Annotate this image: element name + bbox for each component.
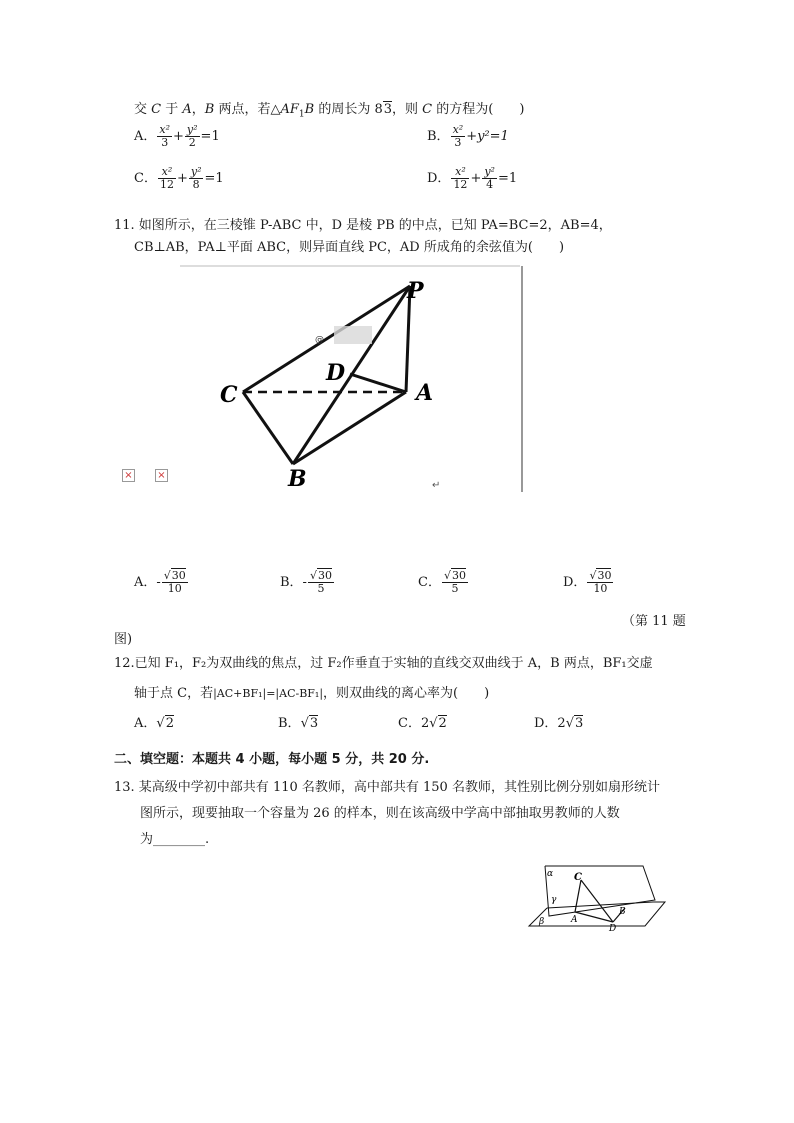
segment-ad: [575, 912, 613, 922]
label-beta: β: [539, 917, 545, 927]
section-2-title: 二、填空题：本题共 4 小题，每小题 5 分，共 20 分.: [114, 752, 430, 767]
edge-ab: [293, 392, 406, 464]
q12-line-2: 轴于点 C，若|AC+BF₁|=|AC-BF₁|，则双曲线的离心率为( ): [134, 686, 490, 701]
q12-option-d: D．2√3: [534, 716, 584, 731]
q13-line-2: 图所示，现要抽取一个容量为 26 的样本，则在该高级中学高中部抽取男教师的人数: [140, 806, 620, 821]
q13-figure: [525, 862, 670, 932]
watermark-blur: [334, 326, 372, 344]
label-gamma: γ: [551, 895, 557, 905]
label-c: C: [220, 382, 238, 408]
q10-option-a: A． $\frac{\text{x²}}{3}$ + $\frac{\text{y²}}{2}$ =1: [134, 123, 220, 149]
q12-option-c: C．2√2: [398, 716, 447, 731]
q11-caption-cont: 图): [114, 632, 133, 647]
q11-line-2: CB⊥AB，PA⊥平面 ABC，则异面直线 PC，AD 所成角的余弦值为( ): [134, 240, 565, 255]
q12-option-b: B．√3: [278, 716, 319, 731]
q12-option-a: A．√2: [134, 716, 174, 731]
label-d: D: [609, 924, 617, 932]
q10-option-b: B． $\frac{\text{x²}}{3}$ +y²=1: [427, 123, 509, 149]
edge-ad: [350, 374, 406, 392]
watermark-text: @: [315, 335, 324, 345]
plane-alpha: [545, 866, 655, 916]
q11-option-b: B．- $\frac{√30}{5}$: [280, 569, 332, 595]
plane-beta: [529, 902, 665, 926]
q10-stem: 交 C 于 A，B 两点，若$\triangle AF_1B$ 的周长为 83，则 C 的方程为( ): [134, 102, 525, 120]
label-alpha: α: [547, 869, 554, 879]
q11-option-a: A．- $\frac{√30}{10}$: [134, 569, 186, 595]
q11-line-1: 11. 如图所示，在三棱锥 P-ABC 中，D 是棱 PB 的中点，已知 PA=BC=2，AB=4，: [114, 218, 612, 233]
label-c: C: [574, 872, 582, 883]
label-d: D: [326, 360, 346, 386]
label-a: A: [416, 380, 434, 406]
label-b: B: [288, 466, 307, 492]
return-mark: ↵: [432, 480, 441, 491]
edge-cb: [243, 392, 293, 464]
label-p: P: [407, 278, 424, 304]
label-b: B: [619, 907, 626, 917]
q12-line-1: 12.已知 F₁，F₂为双曲线的焦点，过 F₂作垂直于实轴的直线交双曲线于 A，B 两点，BF₁交虚: [114, 656, 653, 671]
segment-ca: [575, 880, 581, 912]
q11-option-d: D． $\frac{√30}{10}$: [563, 569, 612, 595]
segment-cd: [581, 880, 613, 922]
q10-option-d: D． $\frac{\text{x²}}{12}$ + $\frac{\text{y²}}{4}$ =1: [427, 165, 518, 191]
q13-line-1: 13. 某高级中学初中部共有 110 名教师，高中部共有 150 名教师，其性别比例分别如扇形统计: [114, 780, 660, 795]
q11-option-c: C． $\frac{√30}{5}$: [418, 569, 466, 595]
broken-image-icon: ×: [155, 469, 168, 482]
q11-caption: （第 11 题: [622, 614, 686, 629]
broken-image-icon: ×: [122, 469, 135, 482]
q13-line-3: 为________.: [140, 832, 210, 847]
q11-figure: [110, 262, 530, 497]
label-a: A: [571, 915, 578, 925]
q10-option-c: C． $\frac{\text{x²}}{12}$ + $\frac{\text{y²}}{8}$ =1: [134, 165, 224, 191]
